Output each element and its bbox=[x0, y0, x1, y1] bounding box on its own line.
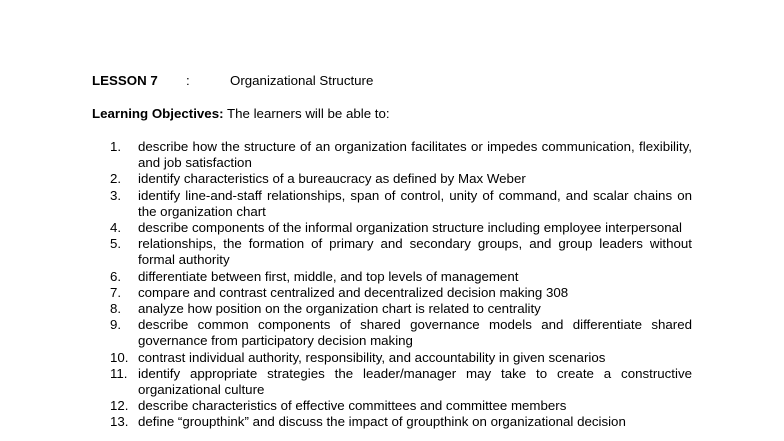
item-number: 5. bbox=[110, 236, 122, 252]
lesson-separator: : bbox=[186, 73, 190, 88]
item-text: define “groupthink” and discuss the impact of groupthink on organizational decision bbox=[138, 414, 626, 430]
list-item bbox=[110, 236, 692, 268]
lesson-label: LESSON 7 bbox=[92, 73, 158, 88]
item-text: identify characteristics of a bureaucracy as defined by Max Weber bbox=[138, 171, 526, 187]
item-number: 13. bbox=[110, 414, 129, 430]
list-item bbox=[110, 414, 692, 430]
item-number: 6. bbox=[110, 268, 122, 284]
item-text: contrast individual authority, responsibility, and accountability in given scenarios bbox=[138, 349, 606, 365]
item-text: describe components of the informal organization structure including employee interpersonal bbox=[138, 220, 682, 236]
list-item bbox=[110, 269, 692, 285]
item-number: 8. bbox=[110, 301, 122, 317]
list-item bbox=[110, 398, 692, 414]
item-number: 9. bbox=[110, 317, 122, 333]
item-text: describe how the structure of an organization facilitates or impedes communication, flexibility, and job satisfaction bbox=[138, 139, 692, 171]
item-text: describe characteristics of effective committees and committee members bbox=[138, 398, 567, 414]
item-text: identify line-and-staff relationships, span of control, unity of command, and scalar chains on the organization chart bbox=[138, 187, 692, 219]
objectives-intro: The learners will be able to: bbox=[223, 106, 390, 121]
item-text: identify appropriate strategies the leader/manager may take to create a constructive organizational culture bbox=[138, 365, 692, 398]
objectives-list bbox=[110, 139, 692, 431]
list-item bbox=[110, 366, 692, 398]
item-number: 3. bbox=[110, 187, 122, 203]
lesson-title: Organizational Structure bbox=[230, 73, 374, 88]
lesson-heading bbox=[92, 72, 373, 89]
item-text: relationships, the formation of primary and secondary groups, and group leaders without formal authority bbox=[138, 236, 692, 268]
item-number: 1. bbox=[110, 139, 122, 154]
item-text: describe common components of shared governance models and differentiate shared governance from participatory decision making bbox=[138, 317, 692, 349]
item-number: 4. bbox=[110, 220, 122, 236]
item-text: differentiate between first, middle, and top levels of management bbox=[138, 268, 519, 284]
objectives-heading bbox=[92, 105, 390, 122]
item-number: 7. bbox=[110, 284, 122, 300]
item-number: 11. bbox=[110, 365, 128, 381]
item-number: 12. bbox=[110, 398, 129, 414]
item-text: analyze how position on the organization chart is related to centrality bbox=[138, 301, 541, 317]
list-item bbox=[110, 285, 692, 301]
list-item bbox=[110, 350, 692, 366]
objectives-label: Learning Objectives: bbox=[92, 106, 224, 121]
item-number: 10. bbox=[110, 349, 129, 365]
list-item bbox=[110, 220, 692, 236]
list-item bbox=[110, 301, 692, 317]
list-item bbox=[110, 188, 692, 220]
item-text: compare and contrast centralized and decentralized decision making 308 bbox=[138, 284, 569, 300]
list-item bbox=[110, 171, 692, 187]
list-item bbox=[110, 317, 692, 349]
item-number: 2. bbox=[110, 171, 122, 187]
list-item bbox=[110, 139, 692, 171]
